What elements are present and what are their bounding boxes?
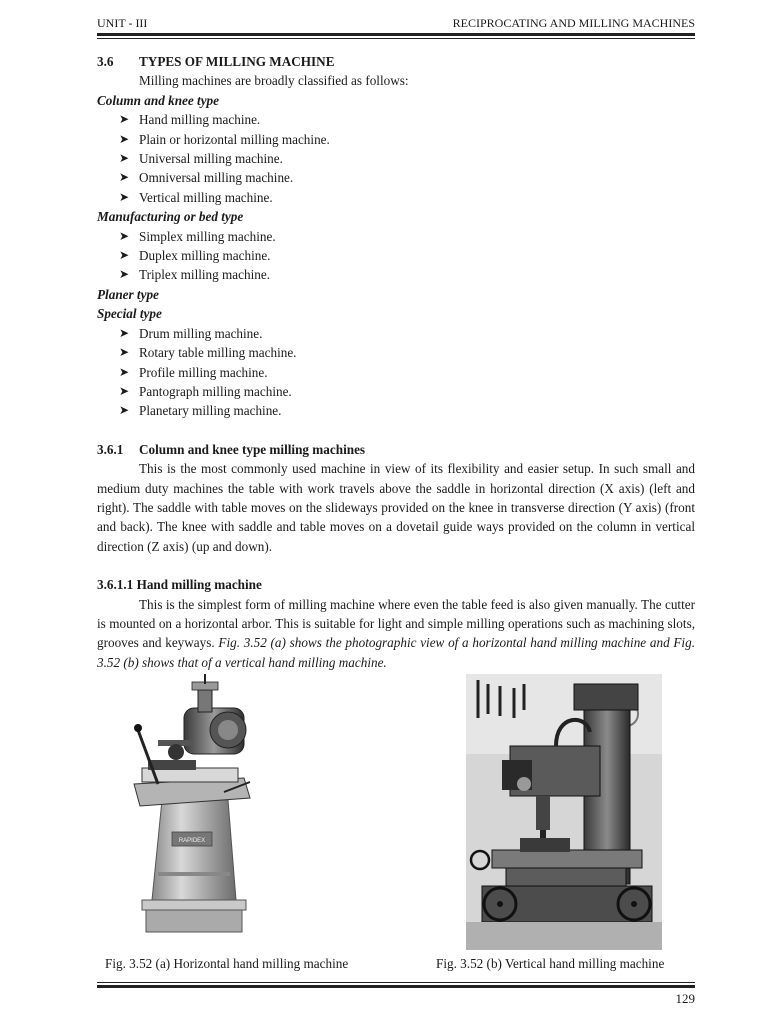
arrow-bullet-icon: ➤ (119, 364, 130, 379)
bullet-list (97, 110, 695, 207)
header-rule (97, 33, 695, 36)
bullet-list (97, 227, 695, 285)
list-item: ➤ Pantograph milling machine. (119, 382, 695, 401)
bullet-list (97, 324, 695, 421)
section-number: 3.6 (97, 54, 114, 69)
header-unit: UNIT - III (97, 16, 148, 30)
arrow-bullet-icon: ➤ (119, 345, 130, 360)
paragraph: This is the most commonly used machine in view of its flexibility and easier setup. In such small and medium duty machines the table with work travels above the saddle in horizontal direction (X axis) (left and right). The saddle with table moves on the slideways provided on the knee in transverse direction (Y axis) (front and back). The knee with saddle and table moves on a dovetail guide ways provided on the column in vertical direction (Z axis) (up and down). (97, 461, 695, 554)
section-title: TYPES OF MILLING MACHINE (139, 54, 335, 69)
category-heading: Column and knee type (97, 92, 219, 108)
list-item: ➤ Rotary table milling machine. (119, 343, 695, 362)
arrow-bullet-icon: ➤ (119, 228, 130, 243)
category-heading: Manufacturing or bed type (97, 209, 244, 225)
category-bed-type (97, 207, 695, 285)
list-item: ➤ Duplex milling machine. (119, 246, 695, 265)
arrow-bullet-icon: ➤ (119, 248, 130, 263)
subsection-number: 3.6.1 (97, 441, 124, 457)
list-item: ➤ Hand milling machine. (119, 110, 695, 129)
figure-reference-text: Fig. 3.52 (a) shows the photographic view of a horizontal hand milling machine and Fig. 3.52 (b) shows that of a vertical hand milling machine. (97, 635, 695, 670)
arrow-bullet-icon: ➤ (119, 170, 130, 185)
running-header (97, 16, 695, 32)
paragraph (97, 595, 695, 673)
footer-rule-thin (97, 982, 695, 983)
arrow-bullet-icon: ➤ (119, 112, 130, 127)
list-item: ➤ Omniversal milling machine. (119, 168, 695, 187)
subsection-title: Column and knee type milling machines (139, 441, 366, 457)
section-intro: Milling machines are broadly classified as follows: (139, 73, 409, 89)
list-item: ➤ Universal milling machine. (119, 149, 695, 168)
category-heading-planer: Planer type (97, 286, 159, 302)
arrow-bullet-icon: ➤ (119, 325, 130, 340)
category-heading: Special type (97, 306, 162, 322)
nameplate-text: RAPIDEX (178, 838, 206, 844)
category-column-knee (97, 91, 695, 207)
list-item: ➤ Plain or horizontal milling machine. (119, 130, 695, 149)
arrow-bullet-icon: ➤ (119, 383, 130, 398)
footer-rule (97, 985, 695, 988)
header-rule-thin (97, 38, 695, 39)
subsection-heading (97, 440, 695, 459)
list-item: ➤ Drum milling machine. (119, 324, 695, 343)
list-item: ➤ Simplex milling machine. (119, 227, 695, 246)
category-special-type (97, 304, 695, 420)
header-chapter-title: RECIPROCATING AND MILLING MACHINES (452, 16, 695, 30)
list-item: ➤ Planetary milling machine. (119, 401, 695, 420)
arrow-bullet-icon: ➤ (119, 267, 130, 282)
list-item: ➤ Profile milling machine. (119, 363, 695, 382)
figure-caption-a: Fig. 3.52 (a) Horizontal hand milling machine (105, 956, 349, 971)
page-number: 129 (675, 991, 695, 1006)
list-item: ➤ Triplex milling machine. (119, 265, 695, 284)
paragraph-text: This is the simplest form of milling machine where even the table feed is also given manually. The cutter is mounted on a horizontal arbor. This is suitable for light and simple milling operations such as machining slots, grooves and keyways. (97, 596, 695, 651)
arrow-bullet-icon: ➤ (119, 189, 130, 204)
horizontal-hand-milling-machine-photo (128, 672, 258, 934)
arrow-bullet-icon: ➤ (119, 151, 130, 166)
main-content (97, 52, 695, 672)
figure-caption-b: Fig. 3.52 (b) Vertical hand milling machine (436, 956, 665, 971)
arrow-bullet-icon: ➤ (119, 131, 130, 146)
arrow-bullet-icon: ➤ (119, 403, 130, 418)
section-heading (97, 52, 695, 71)
subsubsection-heading: 3.6.1.1 Hand milling machine (97, 577, 262, 593)
list-item: ➤ Vertical milling machine. (119, 188, 695, 207)
vertical-hand-milling-machine-photo (466, 674, 662, 950)
